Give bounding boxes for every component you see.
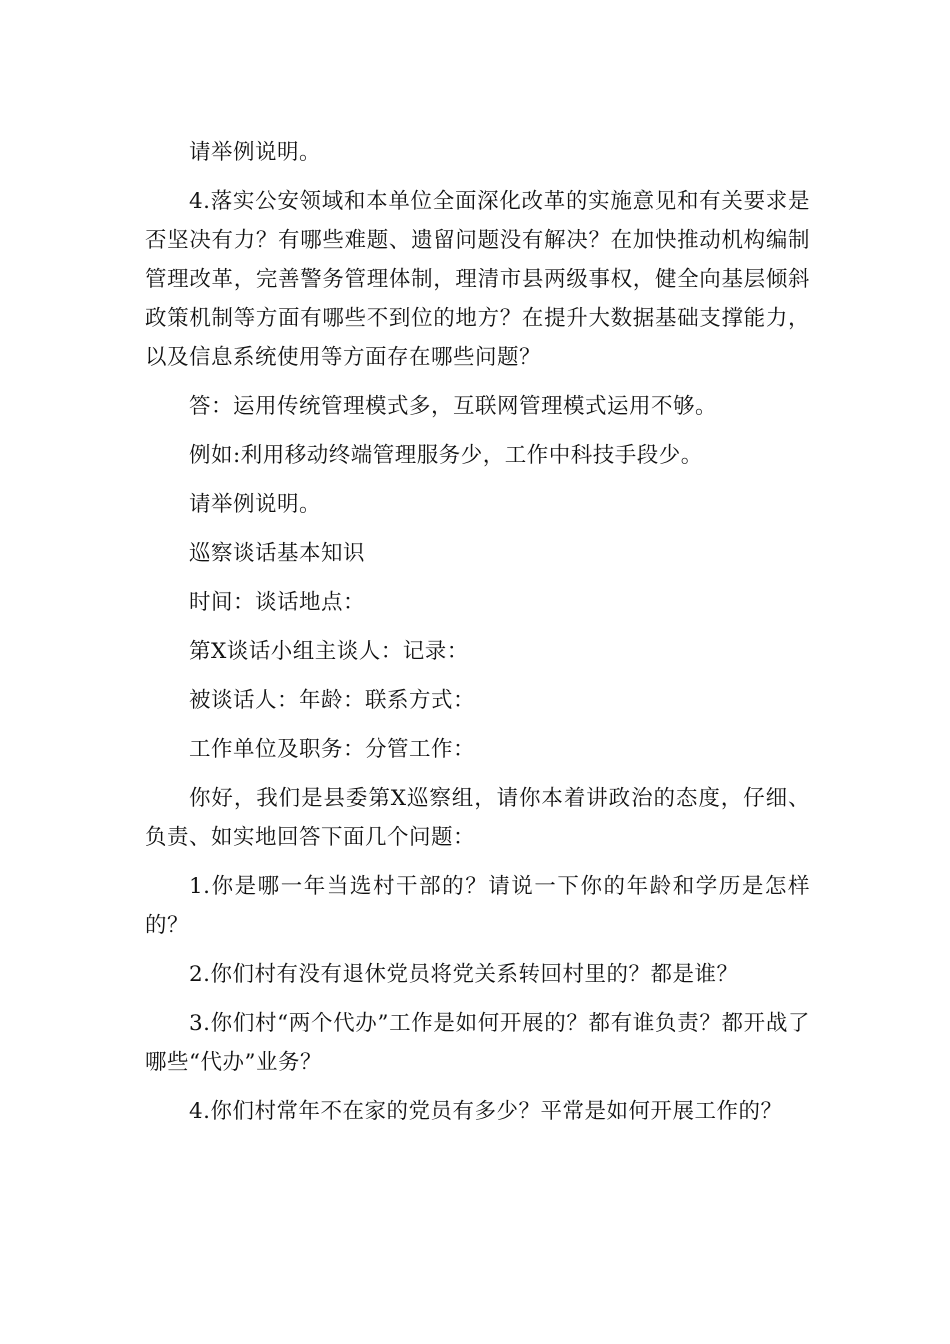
document-body	[145, 133, 810, 1141]
paragraph: 答：运用传统管理模式多，互联网管理模式运用不够。	[189, 394, 718, 419]
form-field-line: 被谈话人：年龄：联系方式：	[189, 688, 476, 713]
question-item: 1.你是哪一年当选村干部的？请说一下你的年龄和学历是怎样的？	[145, 874, 810, 938]
question-item: 3.你们村“两个代办”工作是如何开展的？都有谁负责？都开战了哪些“代办”业务？	[145, 1011, 810, 1075]
paragraph: 4.落实公安领域和本单位全面深化改革的实施意见和有关要求是否坚决有力？有哪些难题、遗留问题没有解决？在加快推动机构编制管理改革，完善警务管理体制，理清市县两级事权，健全向基层倾斜政策机制等方面有哪些不到位的地方？在提升大数据基础支撑能力，以及信息系统使用等方面存在哪些问题？	[145, 189, 810, 370]
section-heading: 巡察谈话基本知识	[189, 541, 366, 566]
form-field-line: 时间：谈话地点：	[189, 590, 366, 615]
paragraph: 请举例说明。	[189, 492, 322, 517]
question-item: 4.你们村常年不在家的党员有多少？平常是如何开展工作的？	[189, 1099, 783, 1124]
question-item: 2.你们村有没有退休党员将党关系转回村里的？都是谁？	[189, 962, 739, 987]
form-field-line: 工作单位及职务：分管工作：	[189, 737, 476, 762]
paragraph: 例如:利用移动终端管理服务少，工作中科技手段少。	[189, 443, 703, 468]
paragraph: 你好，我们是县委第X巡察组，请你本着讲政治的态度，仔细、负责、如实地回答下面几个问题：	[145, 786, 810, 850]
form-field-line: 第X谈话小组主谈人：记录：	[189, 639, 469, 664]
paragraph: 请举例说明。	[189, 140, 322, 165]
